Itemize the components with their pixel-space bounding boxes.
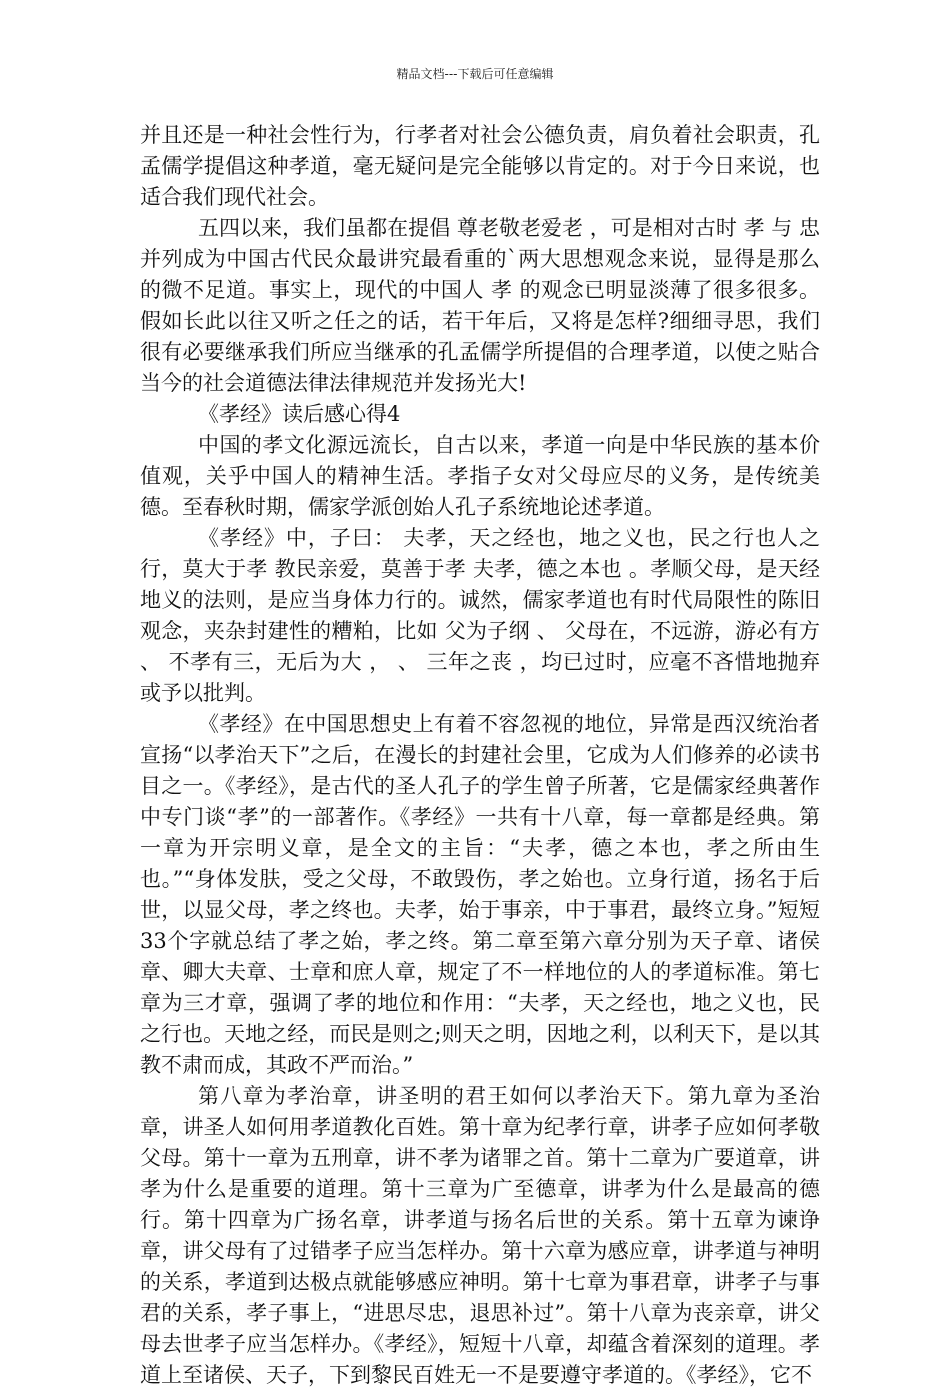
- paragraph-5: 《孝经》在中国思想史上有着不容忽视的地位，异常是西汉统治者宣扬“以孝治天下”之后，在漫长的封建社会里，它成为人们修养的必读书目之一。《孝经》，是古代的圣人孔子的学生曾子所著，它是儒家经典著作中专门谈“孝”的一部著作。《孝经》一共有十八章，每一章都是经典。第一章为开宗明义章，是全文的主旨：“夫孝，德之本也，孝之所由生也。”“身体发肤，受之父母，不敢毁伤，孝之始也。立身行道，扬名于后世，以显父母，孝之终也。夫孝，始于事亲，中于事君，最终立身。”短短33个字就总结了孝之始，孝之终。第二章至第六章分别为天子章、诸侯章、卿大夫章、士章和庶人章，规定了不一样地位的人的孝道标准。第七章为三才章，强调了孝的地位和作用：“夫孝，天之经也，地之义也，民之行也。天地之经，而民是则之;则天之明，因地之利，以利天下，是以其教不肃而成，其政不严而治。”: [140, 712, 820, 1077]
- paragraph-3: 中国的孝文化源远流长，自古以来，孝道一向是中华民族的基本价值观，关乎中国人的精神生活。孝指子女对父母应尽的义务，是传统美德。至春秋时期，儒家学派创始人孔子系统地论述孝道。: [140, 433, 820, 519]
- paragraph-6: 第八章为孝治章，讲圣明的君王如何以孝治天下。第九章为圣治章，讲圣人如何用孝道教化百姓。第十章为纪孝行章，讲孝子应如何孝敬父母。第十一章为五刑章，讲不孝为诸罪之首。第十二章为广要道章，讲孝为什么是重要的道理。第十三章为广至德章，讲孝为什么是最高的德行。第十四章为广扬名章，讲孝道与扬名后世的关系。第十五章为谏诤章，讲父母有了过错孝子应当怎样办。第十六章为感应章，讲孝道与神明的关系，孝道到达极点就能够感应神明。第十七章为事君章，讲孝子与事君的关系，孝子事上，“进思尽忠，退思补过”。第十八章为丧亲章，讲父母去世孝子应当怎样办。《孝经》，短短十八章，却蕴含着深刻的道理。孝道上至诸侯、天子，下到黎民百姓无一不是要遵守孝道的。《孝经》，它不: [140, 1084, 820, 1387]
- page-header: 精品文档---下载后可任意编辑: [396, 67, 554, 81]
- paragraph-1: 并且还是一种社会性行为，行孝者对社会公德负责，肩负着社会职责，孔孟儒学提倡这种孝道，毫无疑问是完全能够以肯定的。对于今日来说，也适合我们现代社会。: [140, 123, 820, 209]
- section-heading: 《孝经》读后感心得4: [198, 402, 401, 426]
- document-body: [140, 120, 820, 1391]
- paragraph-4: 《孝经》中，子曰： 夫孝，天之经也，地之义也，民之行也人之行，莫大于孝 教民亲爱，莫善于孝 夫孝，德之本也 。孝顺父母，是天经地义的法则，是应当身体力行的。诚然，儒家孝道也有时代局限性的陈旧观念，夹杂封建性的糟粕，比如 父为子纲 、 父母在，不远游，游必有方 、 不孝有三，无后为大 ， 、 三年之丧 ，均已过时，应毫不吝惜地抛弃或予以批判。: [140, 526, 820, 705]
- paragraph-2: 五四以来，我们虽都在提倡 尊老敬老爱老 ，可是相对古时 孝 与 忠 并列成为中国古代民众最讲究最看重的`两大思想观念来说，显得是那么的微不足道。事实上，现代的中国人 孝 的观念已明显淡薄了很多很多。假如长此以往又听之任之的话，若干年后，又将是怎样?细细寻思，我们很有必要继承我们所应当继承的孔孟儒学所提倡的合理孝道，以使之贴合当今的社会道德法律法律规范并发扬光大!: [140, 216, 820, 395]
